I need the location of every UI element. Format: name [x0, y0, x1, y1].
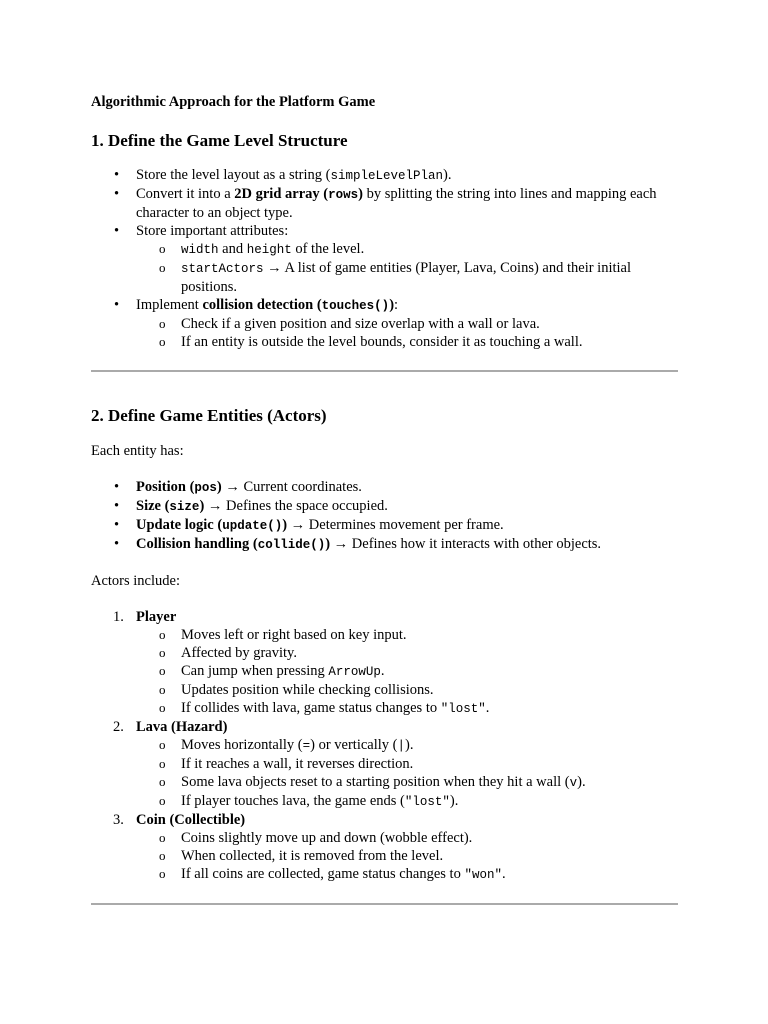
sub-list-item: o Moves left or right based on key input. — [181, 626, 681, 644]
sub-list-item: o Updates position while checking collisions. — [181, 681, 681, 699]
list-number: 3. — [113, 812, 124, 828]
sub-list-item: o width and height of the level. — [181, 240, 681, 259]
list-item: • Collision handling (collide()) → Defines how it interacts with other objects. — [136, 535, 681, 554]
entity-properties-list — [91, 478, 681, 554]
sub-list-item: o If player touches lava, the game ends ("lost"). — [181, 792, 681, 811]
section-1-heading: 1. Define the Game Level Structure — [91, 131, 348, 150]
actor-player — [113, 608, 681, 718]
list-item: • Convert it into a 2D grid array (rows) by splitting the string into lines and mapping each character to an object type. — [136, 185, 681, 222]
actor-lava — [113, 718, 681, 811]
document-content — [91, 93, 681, 905]
sub-list-item: o Some lava objects reset to a starting position when they hit a wall (v). — [181, 773, 681, 792]
list-item: • Store the level layout as a string (simpleLevelPlan). — [136, 166, 681, 185]
sub-list-item: o startActors → A list of game entities (Player, Lava, Coins) and their initial positions. — [181, 259, 681, 296]
list-item: • Store important attributes: o width and height of the level. o startActors → A list of game entities (Player, Lava, Coins) and their initial positions. — [136, 222, 681, 296]
sub-list-item: o If an entity is outside the level bounds, consider it as touching a wall. — [181, 333, 681, 351]
sub-list-item: o Affected by gravity. — [181, 644, 681, 662]
section-2-heading: 2. Define Game Entities (Actors) — [91, 406, 327, 425]
list-item: • Size (size) → Defines the space occupied. — [136, 497, 681, 516]
actor-title: Lava (Hazard) — [136, 719, 228, 735]
sub-list — [136, 736, 681, 811]
sub-list-item: o If all coins are collected, game status changes to "won". — [181, 865, 681, 884]
sub-list — [136, 626, 681, 718]
divider — [91, 370, 678, 372]
sub-list-item: o Coins slightly move up and down (wobble effect). — [181, 829, 681, 847]
list-number: 2. — [113, 719, 124, 735]
list-item: • Position (pos) → Current coordinates. — [136, 478, 681, 497]
sub-list — [136, 829, 681, 884]
sub-list-item: o Can jump when pressing ArrowUp. — [181, 662, 681, 681]
actor-coin — [113, 811, 681, 884]
actor-title: Player — [136, 609, 177, 625]
sub-list-item: o Check if a given position and size overlap with a wall or lava. — [181, 315, 681, 333]
list-item: • Implement collision detection (touches()): o Check if a given position and size overlap with a wall or lava. o If an entity is outside the level bounds, consider it as touching a wall. — [136, 296, 681, 351]
sub-list-item: o When collected, it is removed from the level. — [181, 847, 681, 865]
section-1-list — [91, 166, 681, 351]
sub-list — [136, 315, 681, 351]
sub-list — [136, 240, 681, 296]
actor-title: Coin (Collectible) — [136, 812, 246, 828]
sub-list-item: o If it reaches a wall, it reverses direction. — [181, 755, 681, 773]
list-number: 1. — [113, 609, 124, 625]
actors-list — [91, 608, 681, 884]
list-item: • Update logic (update()) → Determines movement per frame. — [136, 516, 681, 535]
sub-list-item: o If collides with lava, game status changes to "lost". — [181, 699, 681, 718]
divider — [91, 903, 678, 905]
entity-intro: Each entity has: — [91, 443, 184, 459]
document-title: Algorithmic Approach for the Platform Game — [91, 94, 376, 110]
actors-intro: Actors include: — [91, 573, 180, 589]
sub-list-item: o Moves horizontally (=) or vertically (|). — [181, 736, 681, 755]
